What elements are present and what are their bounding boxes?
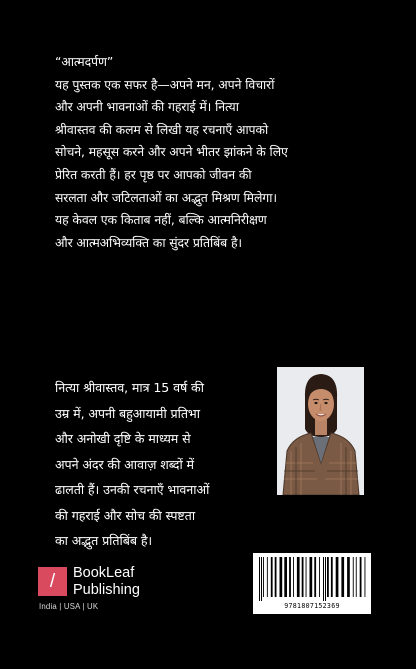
publisher-regions: India | USA | UK bbox=[39, 602, 99, 611]
blurb-line: और अपनी भावनाओं की गहराई में। नित्या bbox=[55, 99, 239, 115]
book-title: “आत्मदर्पण” bbox=[55, 54, 114, 69]
publisher-logo-icon: / bbox=[38, 567, 67, 596]
publisher-name-line2: Publishing bbox=[73, 581, 140, 598]
back-cover-blurb bbox=[55, 51, 365, 254]
author-bio-line: का अद्भुत प्रतिबिंब है। bbox=[55, 533, 153, 548]
blurb-line: यह केवल एक किताब नहीं, बल्कि आत्मनिरीक्षण bbox=[55, 212, 267, 228]
publisher-name bbox=[73, 565, 140, 598]
author-bio-line: नित्या श्रीवास्तव, मात्र 15 वर्ष की bbox=[55, 380, 204, 395]
barcode-bars-icon bbox=[257, 557, 367, 601]
publisher-logo bbox=[38, 567, 198, 617]
blurb-line: यह पुस्तक एक सफर है—अपने मन, अपने विचारों bbox=[55, 76, 275, 92]
blurb-line: श्रीवास्तव की कलम से लिखी यह रचनाएँ आपको bbox=[55, 121, 269, 137]
author-portrait-illustration bbox=[277, 367, 364, 495]
author-bio-line: उम्र में, अपनी बहुआयामी प्रतिभा bbox=[55, 405, 200, 421]
blurb-line: सोचने, महसूस करने और अपने भीतर झांकने के लिए bbox=[55, 144, 288, 160]
publisher-name-line1: BookLeaf bbox=[73, 565, 135, 581]
author-photo bbox=[277, 367, 364, 495]
blurb-line: और आत्मअभिव्यक्ति का सुंदर प्रतिबिंब है। bbox=[55, 234, 243, 250]
blurb-line: सरलता और जटिलताओं का अद्भुत मिश्रण मिलेगा। bbox=[55, 189, 277, 205]
author-bio bbox=[55, 375, 270, 554]
author-bio-line: अपने अंदर की आवाज़ शब्दों में bbox=[55, 456, 194, 472]
author-bio-line: की गहराई और सोच की स्पष्टता bbox=[55, 507, 196, 523]
blurb-line: प्रेरित करती हैं। हर पृष्ठ पर आपको जीवन की bbox=[55, 166, 252, 182]
author-bio-line: और अनोखी दृष्टि के माध्यम से bbox=[55, 431, 191, 446]
isbn-barcode bbox=[253, 553, 371, 614]
isbn-number: 9781807152369 bbox=[284, 602, 340, 610]
author-bio-line: ढालती हैं। उनकी रचनाएँ भावनाओं bbox=[55, 482, 210, 497]
